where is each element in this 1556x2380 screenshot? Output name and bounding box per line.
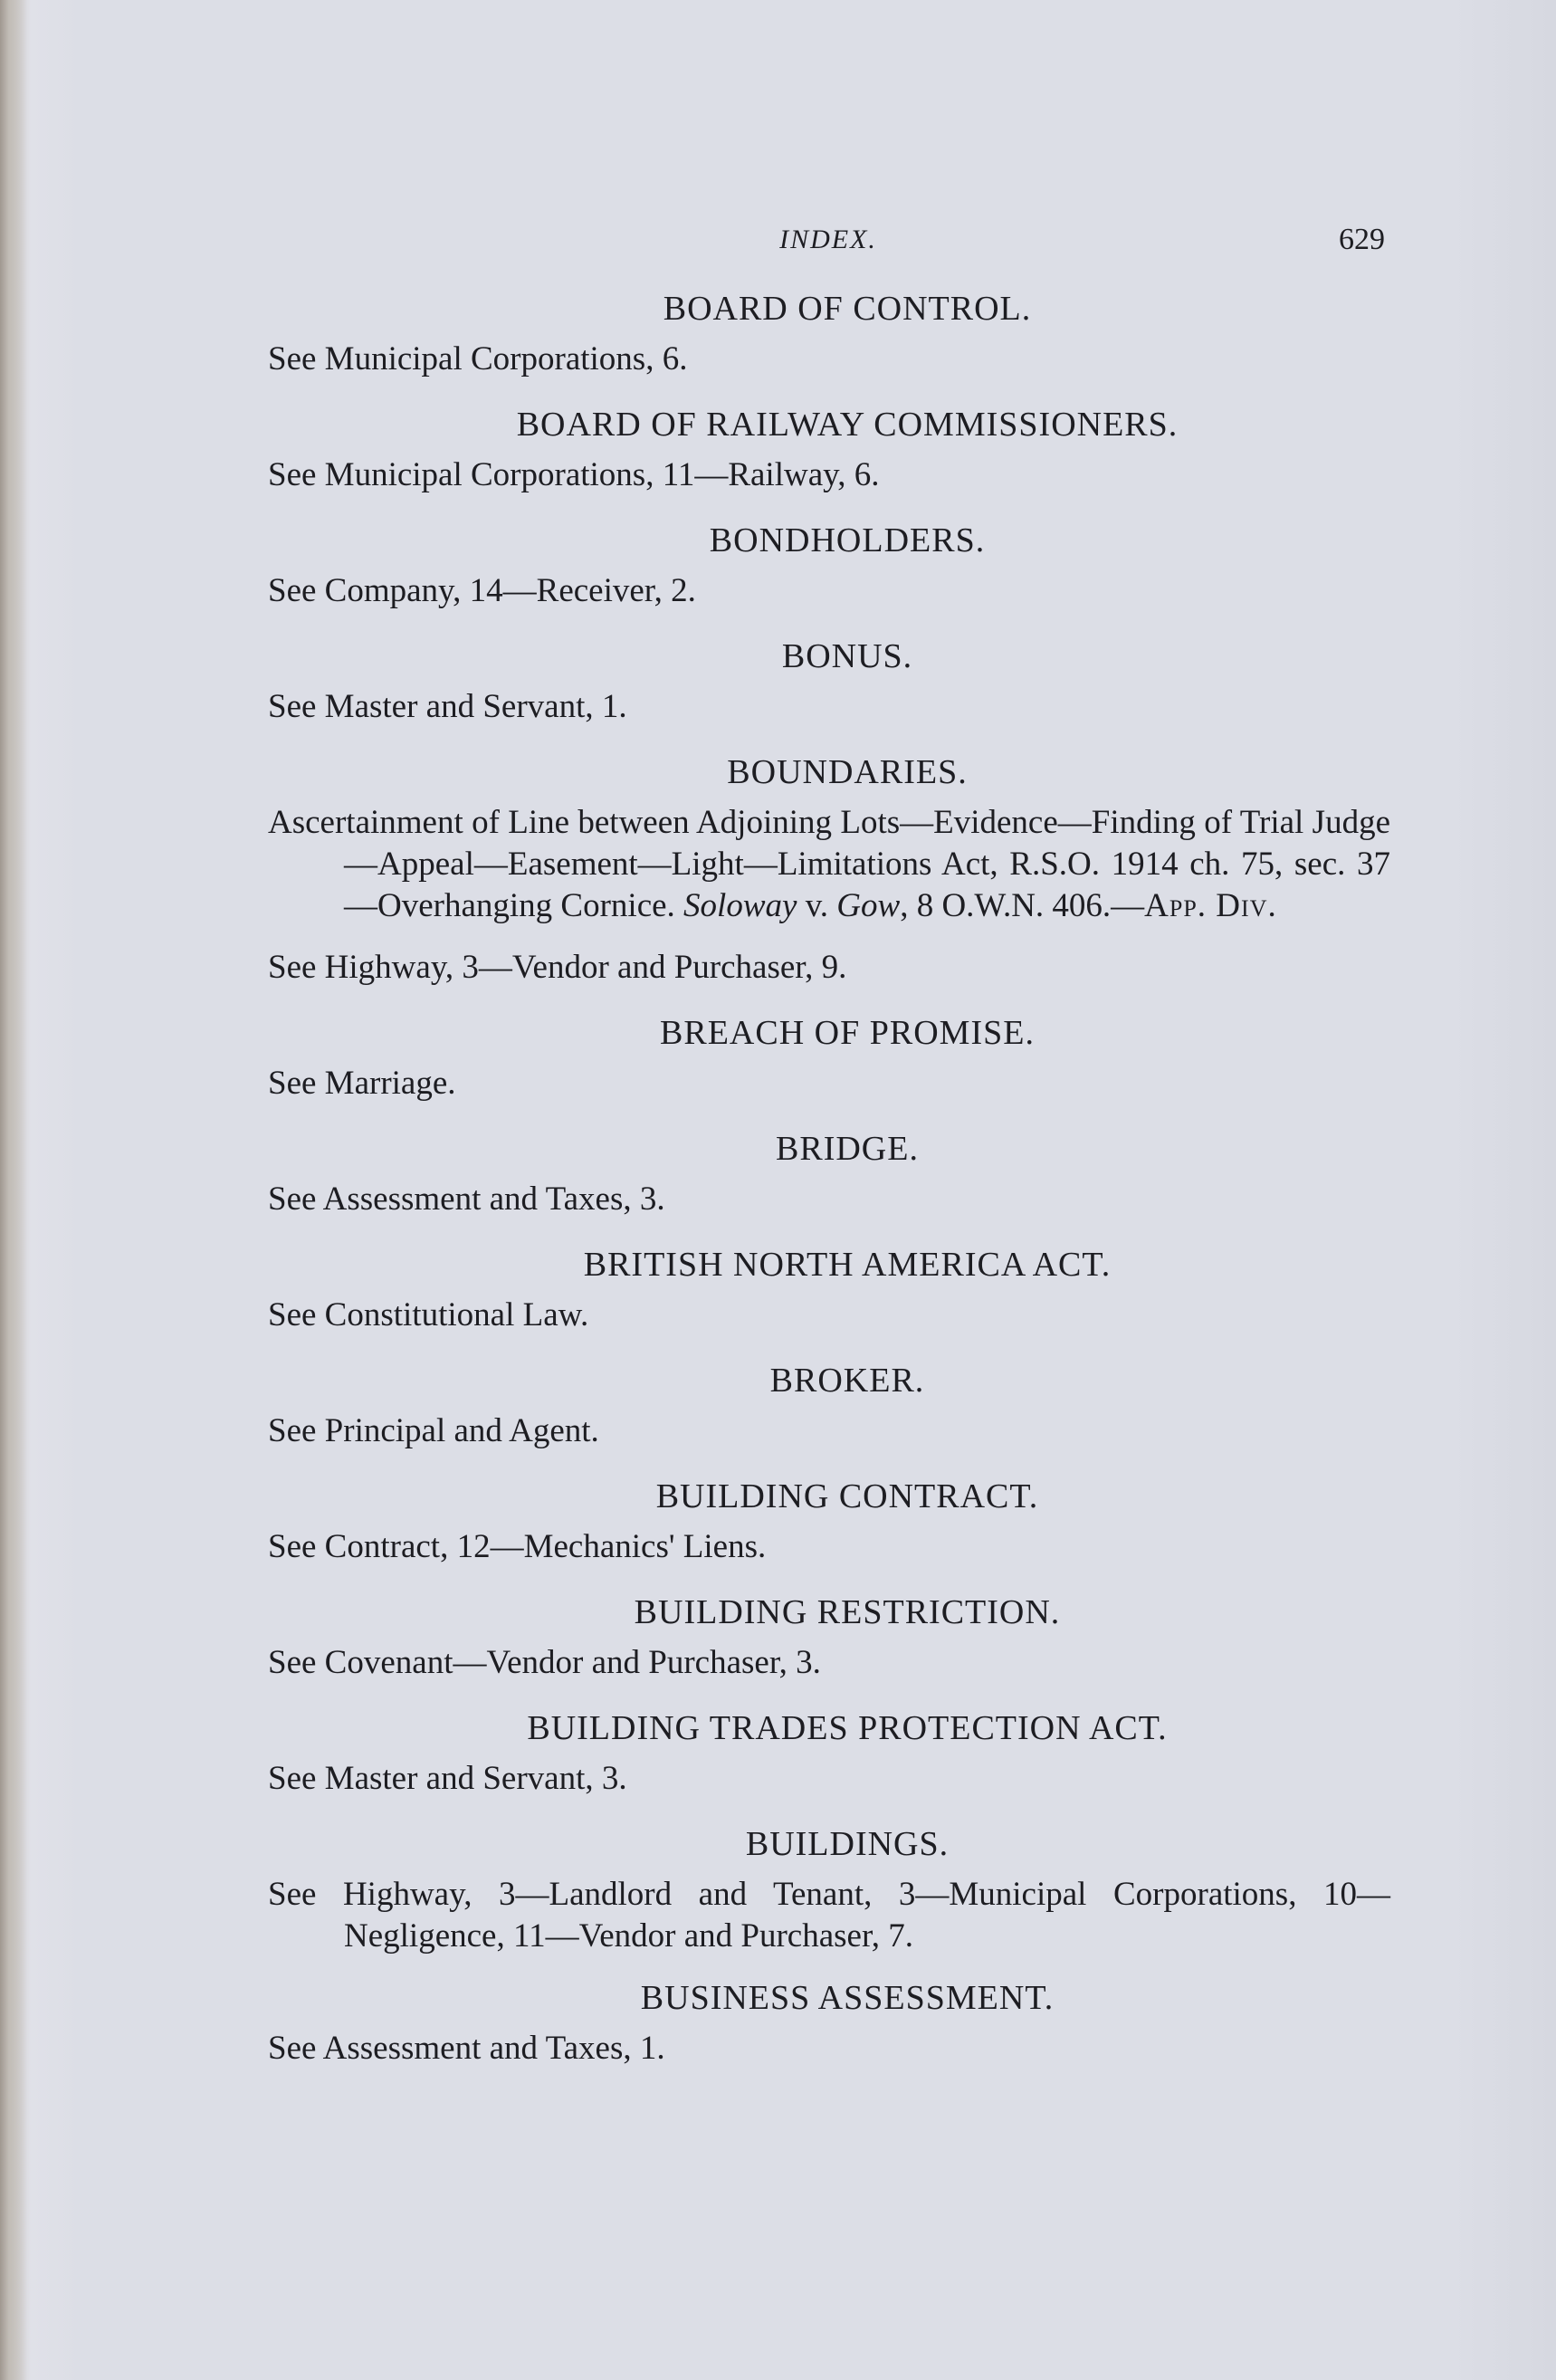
index-entry: See Master and Servant, 3. [268, 1760, 627, 1797]
index-entry: See Highway, 3—Vendor and Purchaser, 9. [268, 949, 847, 986]
index-heading: BROKER. [769, 1362, 925, 1400]
index-entry: See Municipal Corporations, 11—Railway, 6. [268, 456, 880, 493]
index-entry: See Contract, 12—Mechanics' Liens. [268, 1528, 767, 1565]
book-spine-shadow [0, 0, 27, 2380]
index-entry: See Municipal Corporations, 6. [268, 340, 688, 378]
index-paragraph: See Highway, 3—Landlord and Tenant, 3—Municipal Corporations, 10—Negligence, 11—Vendor and Purchaser, 7. [268, 1876, 1390, 1955]
index-heading: BRITISH NORTH AMERICA ACT. [583, 1246, 1112, 1284]
page-number: 629 [1339, 223, 1385, 256]
case-versus: v. [797, 887, 837, 924]
index-heading: BOUNDARIES. [727, 753, 968, 791]
index-heading: BUILDING TRADES PROTECTION ACT. [527, 1709, 1168, 1747]
index-heading: BUILDING RESTRICTION. [634, 1593, 1061, 1631]
index-heading: BUILDINGS. [745, 1825, 950, 1863]
running-title: INDEX. [779, 225, 877, 254]
index-heading: BONDHOLDERS. [709, 521, 986, 559]
index-entry: See Covenant—Vendor and Purchaser, 3. [268, 1644, 821, 1681]
page-header [272, 219, 1385, 264]
index-heading: BONUS. [781, 637, 913, 675]
case-name-2: Gow [836, 887, 901, 924]
index-heading: BOARD OF RAILWAY COMMISSIONERS. [516, 406, 1179, 444]
paragraph-text: Ascertainment of Line between Adjoining Lots—Evidence—Finding of Trial Judge—Appeal—Easement—Light—Limitations Act, R.S.O. 1914 ch. 75, sec. 37—Overhanging Cornice. [268, 804, 1390, 924]
index-entry: See Company, 14—Receiver, 2. [268, 572, 696, 609]
court-abbreviation: App. Div. [1144, 887, 1277, 924]
index-entry: See Marriage. [268, 1065, 456, 1102]
index-heading: BRIDGE. [776, 1130, 919, 1168]
index-paragraph [268, 802, 1390, 927]
index-entry: See Assessment and Taxes, 3. [268, 1180, 665, 1218]
index-content [268, 281, 1390, 2093]
citation: , 8 O.W.N. 406.— [900, 887, 1145, 924]
index-entry: See Principal and Agent. [268, 1412, 599, 1449]
index-heading: BUILDING CONTRACT. [655, 1477, 1039, 1515]
index-entry: See Constitutional Law. [268, 1296, 589, 1333]
case-name: Soloway [683, 887, 797, 924]
index-entry: See Master and Servant, 1. [268, 688, 627, 725]
index-heading: BREACH OF PROMISE. [660, 1014, 1035, 1052]
index-entry: See Assessment and Taxes, 1. [268, 2030, 665, 2067]
index-heading: BUSINESS ASSESSMENT. [640, 1979, 1055, 2017]
index-heading: BOARD OF CONTROL. [663, 290, 1032, 328]
